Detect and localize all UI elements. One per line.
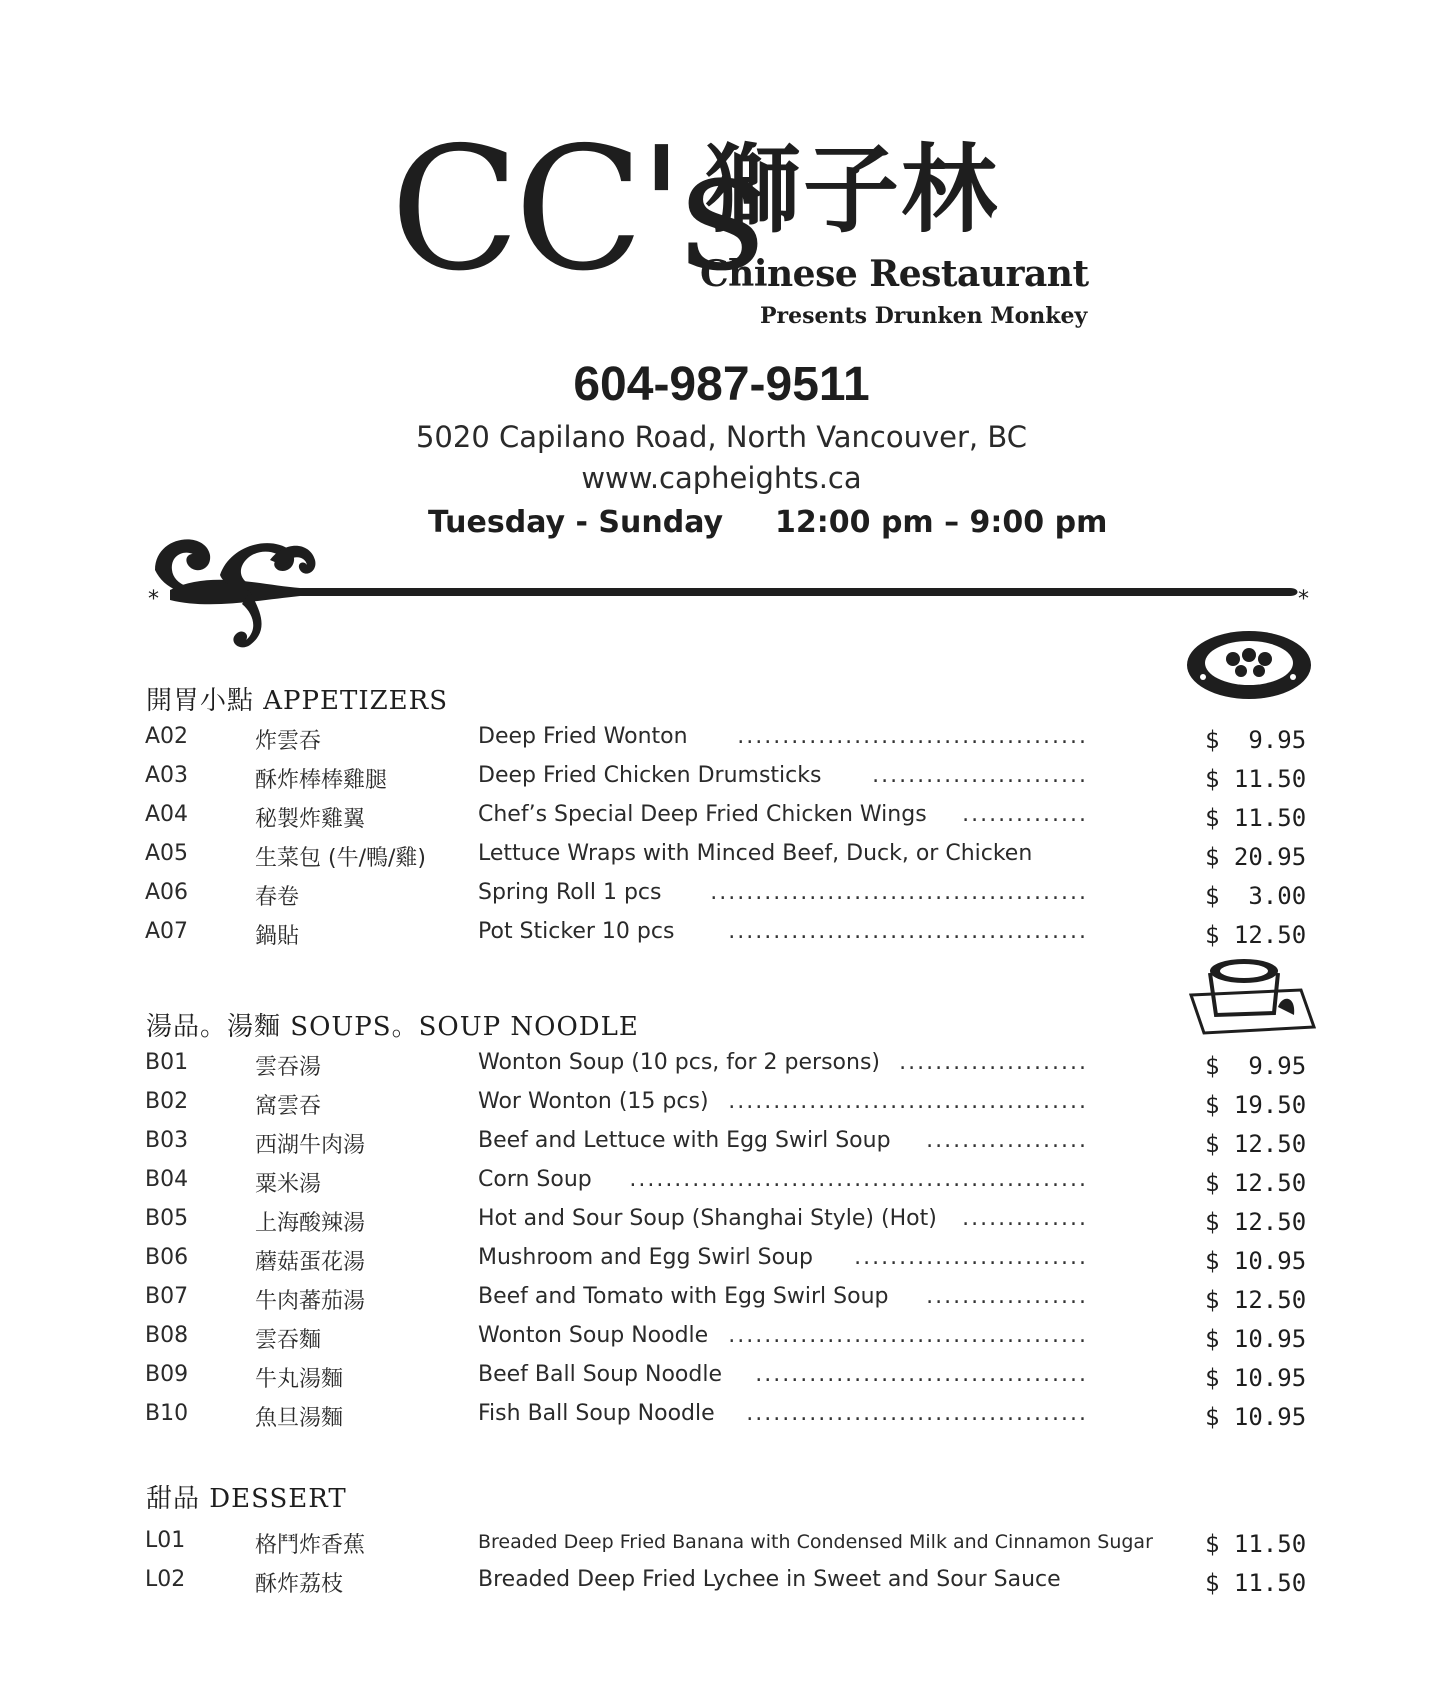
item-chinese-name: 雲吞湯 xyxy=(255,1055,322,1080)
item-english-name: Hot and Sour Soup (Shanghai Style) (Hot) xyxy=(478,1206,937,1231)
menu-item-row[interactable] xyxy=(0,1323,1433,1355)
item-chinese-name: 春卷 xyxy=(255,885,300,910)
item-price: $ 3.00 xyxy=(1205,882,1307,910)
section-title-appetizers: 開胃小點 APPETIZERS xyxy=(146,686,449,716)
item-chinese-name: 西湖牛肉湯 xyxy=(255,1133,366,1158)
item-english-name: Deep Fried Wonton xyxy=(478,724,688,749)
soup-bowl-icon xyxy=(1186,955,1316,1035)
menu-item-row[interactable] xyxy=(0,1284,1433,1316)
menu-item-row[interactable] xyxy=(0,1362,1433,1394)
item-english-name: Pot Sticker 10 pcs xyxy=(478,919,675,944)
item-code: B07 xyxy=(145,1284,189,1309)
item-chinese-name: 牛丸湯麵 xyxy=(255,1367,344,1392)
leader-dots: ..................... xyxy=(899,1050,1088,1075)
item-code: A04 xyxy=(145,802,189,827)
item-code: A02 xyxy=(145,724,189,749)
hours-days: Tuesday - Sunday xyxy=(428,505,724,540)
item-code: B06 xyxy=(145,1245,189,1270)
item-english-name: Deep Fried Chicken Drumsticks xyxy=(478,763,822,788)
item-chinese-name: 酥炸荔枝 xyxy=(255,1572,344,1597)
leader-dots: .................. xyxy=(926,1128,1088,1153)
item-code: B01 xyxy=(145,1050,189,1075)
menu-item-row[interactable] xyxy=(0,724,1433,756)
item-price: $ 12.50 xyxy=(1205,1208,1307,1236)
item-price: $ 9.95 xyxy=(1205,726,1307,754)
leader-dots: .............. xyxy=(962,802,1088,827)
section-title-soups: 湯品。湯麵 SOUPS。SOUP NOODLE xyxy=(146,1012,639,1042)
item-english-name: Fish Ball Soup Noodle xyxy=(478,1401,715,1426)
svg-text:*: * xyxy=(148,587,159,612)
item-english-name: Beef and Lettuce with Egg Swirl Soup xyxy=(478,1128,891,1153)
leader-dots: ...................................... xyxy=(746,1401,1088,1426)
item-price: $ 12.50 xyxy=(1205,1130,1307,1158)
item-code: B02 xyxy=(145,1089,189,1114)
item-chinese-name: 秘製炸雞翼 xyxy=(255,807,366,832)
item-chinese-name: 魚旦湯麵 xyxy=(255,1406,344,1431)
item-price: $ 19.50 xyxy=(1205,1091,1307,1119)
item-chinese-name: 蘑菇蛋花湯 xyxy=(255,1250,366,1275)
item-code: B04 xyxy=(145,1167,189,1192)
leader-dots: .............. xyxy=(962,1206,1088,1231)
item-chinese-name: 鍋貼 xyxy=(255,924,300,949)
item-chinese-name: 格鬥炸香蕉 xyxy=(255,1533,366,1558)
leader-dots: ................................................... xyxy=(629,1167,1088,1192)
leader-dots: .......................... xyxy=(854,1245,1088,1270)
menu-item-row[interactable] xyxy=(0,919,1433,951)
leader-dots: ..................................... xyxy=(755,1362,1088,1387)
item-english-name: Wonton Soup (10 pcs, for 2 persons) xyxy=(478,1050,880,1075)
item-english-name: Wor Wonton (15 pcs) xyxy=(478,1089,709,1114)
menu-item-row[interactable] xyxy=(0,1128,1433,1160)
item-chinese-name: 雲吞麵 xyxy=(255,1328,322,1353)
logo-chinese-text: 獅子林 xyxy=(705,133,999,246)
item-code: L01 xyxy=(145,1528,186,1553)
menu-item-row[interactable] xyxy=(0,1206,1433,1238)
menu-item-row[interactable] xyxy=(0,763,1433,795)
item-english-name: Beef and Tomato with Egg Swirl Soup xyxy=(478,1284,889,1309)
menu-item-row[interactable] xyxy=(0,1401,1433,1433)
item-code: B10 xyxy=(145,1401,189,1426)
logo-subtitle: Chinese Restaurant xyxy=(700,253,1089,295)
item-english-name: Lettuce Wraps with Minced Beef, Duck, or Chicken xyxy=(478,841,1033,866)
item-price: $ 11.50 xyxy=(1205,1530,1307,1558)
item-chinese-name: 窩雲吞 xyxy=(255,1094,322,1119)
leader-dots: ........................ xyxy=(872,763,1088,788)
item-code: A05 xyxy=(145,841,189,866)
item-price: $ 12.50 xyxy=(1205,1169,1307,1197)
item-code: B05 xyxy=(145,1206,189,1231)
logo-cc-text: CC's xyxy=(390,111,761,309)
ornamental-swirl-divider-icon xyxy=(150,530,1320,670)
restaurant-logo xyxy=(390,111,1090,335)
item-english-name: Spring Roll 1 pcs xyxy=(478,880,662,905)
item-price: $ 20.95 xyxy=(1205,843,1307,871)
item-price: $ 11.50 xyxy=(1205,1569,1307,1597)
item-price: $ 9.95 xyxy=(1205,1052,1307,1080)
leader-dots: .................. xyxy=(926,1284,1088,1309)
website-link[interactable]: www.capheights.ca xyxy=(581,461,862,495)
item-code: B03 xyxy=(145,1128,189,1153)
leader-dots: .......................................... xyxy=(710,880,1088,905)
item-price: $ 10.95 xyxy=(1205,1247,1307,1275)
leader-dots: ........................................ xyxy=(728,1323,1088,1348)
item-code: A03 xyxy=(145,763,189,788)
item-chinese-name: 生菜包 (牛/鴨/雞) xyxy=(255,846,426,871)
dim-sum-plate-icon xyxy=(1183,625,1315,705)
item-chinese-name: 上海酸辣湯 xyxy=(255,1211,366,1236)
item-code: L02 xyxy=(145,1567,186,1592)
phone-number[interactable]: 604-987-9511 xyxy=(573,358,870,411)
svg-text:*: * xyxy=(1298,587,1309,612)
item-price: $ 11.50 xyxy=(1205,804,1307,832)
item-chinese-name: 粟米湯 xyxy=(255,1172,322,1197)
menu-item-row[interactable] xyxy=(0,802,1433,834)
item-chinese-name: 酥炸棒棒雞腿 xyxy=(255,768,388,793)
item-price: $ 10.95 xyxy=(1205,1403,1307,1431)
item-price: $ 10.95 xyxy=(1205,1325,1307,1353)
section-title-dessert: 甜品 DESSERT xyxy=(146,1484,347,1514)
menu-item-row[interactable] xyxy=(0,1167,1433,1199)
menu-item-row[interactable] xyxy=(0,1528,1433,1560)
item-english-name: Beef Ball Soup Noodle xyxy=(478,1362,723,1387)
leader-dots: ....................................... xyxy=(737,724,1088,749)
item-english-name: Breaded Deep Fried Banana with Condensed Milk and Cinnamon Sugar xyxy=(478,1531,1153,1553)
item-price: $ 11.50 xyxy=(1205,765,1307,793)
item-price: $ 12.50 xyxy=(1205,1286,1307,1314)
item-english-name: Breaded Deep Fried Lychee in Sweet and Sour Sauce xyxy=(478,1567,1061,1592)
item-chinese-name: 牛肉蕃茄湯 xyxy=(255,1289,366,1314)
item-chinese-name: 炸雲吞 xyxy=(255,729,322,754)
item-english-name: Mushroom and Egg Swirl Soup xyxy=(478,1245,813,1270)
hours-time: 12:00 pm – 9:00 pm xyxy=(775,505,1108,540)
item-code: B09 xyxy=(145,1362,189,1387)
menu-item-row[interactable] xyxy=(0,1089,1433,1121)
menu-item-row[interactable] xyxy=(0,1050,1433,1082)
leader-dots: ........................................ xyxy=(728,1089,1088,1114)
item-code: B08 xyxy=(145,1323,189,1348)
item-english-name: Wonton Soup Noodle xyxy=(478,1323,709,1348)
address: 5020 Capilano Road, North Vancouver, BC xyxy=(415,420,1027,454)
leader-dots: ........................................ xyxy=(728,919,1088,944)
item-price: $ 10.95 xyxy=(1205,1364,1307,1392)
menu-item-row[interactable] xyxy=(0,1567,1433,1599)
menu-item-row[interactable] xyxy=(0,841,1433,873)
menu-item-row[interactable] xyxy=(0,880,1433,912)
menu-item-row[interactable] xyxy=(0,1245,1433,1277)
item-english-name: Corn Soup xyxy=(478,1167,592,1192)
logo-presents: Presents Drunken Monkey xyxy=(760,303,1088,329)
item-code: A07 xyxy=(145,919,189,944)
item-english-name: Chef’s Special Deep Fried Chicken Wings xyxy=(478,802,927,827)
item-price: $ 12.50 xyxy=(1205,921,1307,949)
item-code: A06 xyxy=(145,880,189,905)
